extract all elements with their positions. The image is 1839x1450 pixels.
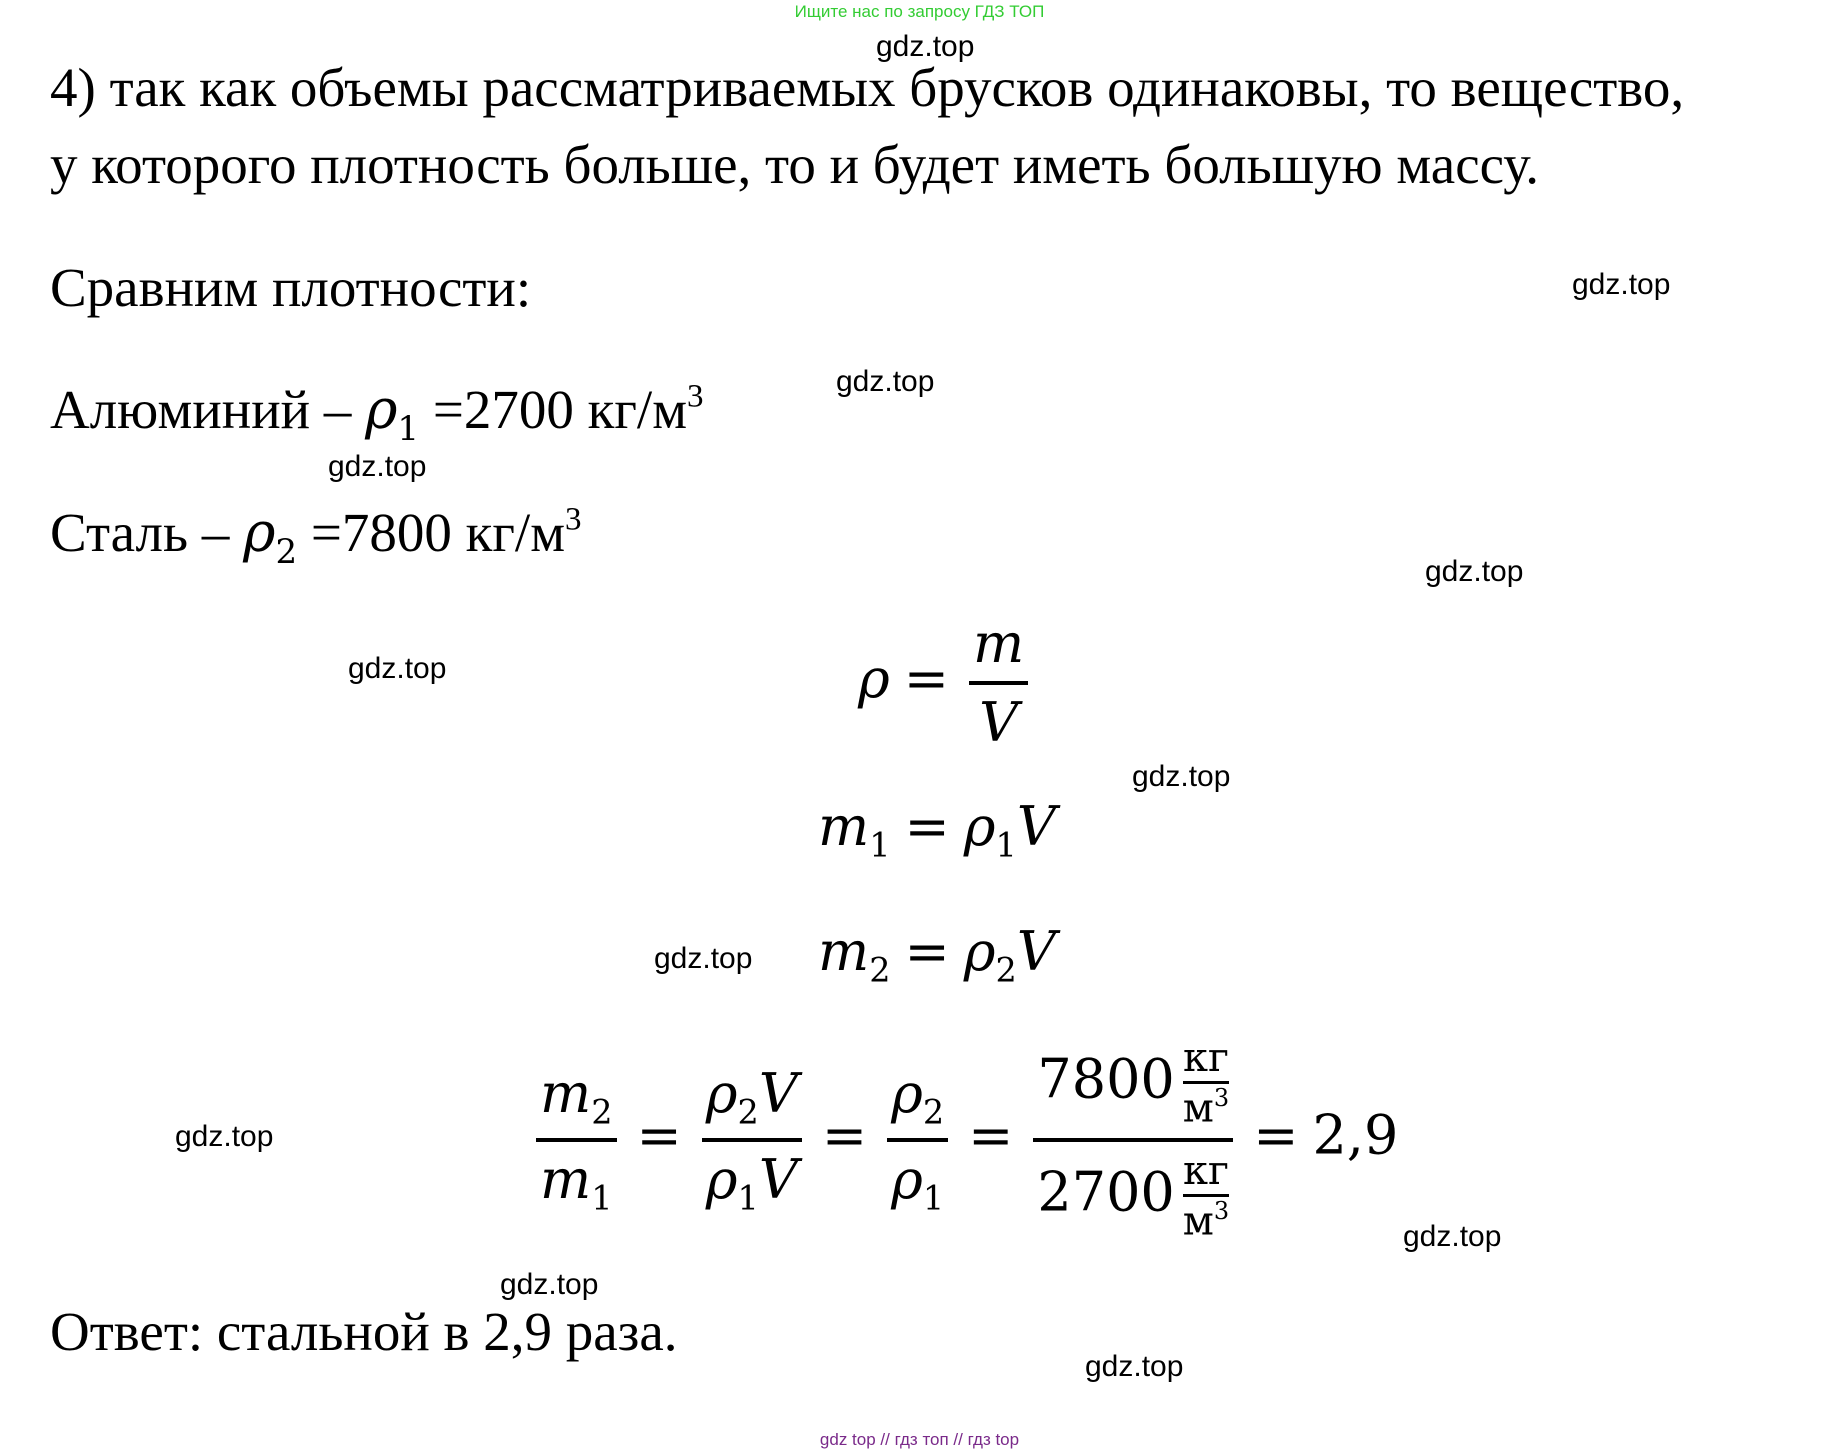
equals: = xyxy=(821,1103,868,1167)
index: 1 xyxy=(995,825,1017,865)
rho-symbol: ρ xyxy=(243,500,276,564)
paragraph-line-2: у которого плотность больше, то и будет иметь большую массу. xyxy=(50,134,1540,195)
section-heading: Сравним плотности: xyxy=(50,257,532,318)
unit: кг/м xyxy=(573,379,688,440)
rho-symbol: ρ xyxy=(891,1147,923,1211)
paragraph-line-1: 4) так как объемы рассматриваемых брусков одинаковы, то вещество, xyxy=(50,57,1685,118)
watermark: gdz.top xyxy=(1572,268,1671,301)
rho-symbol: ρ xyxy=(365,377,398,441)
equals: = xyxy=(636,1103,682,1167)
rho-symbol: ρ xyxy=(858,647,890,710)
watermark: gdz.top xyxy=(328,450,427,483)
volume-symbol: V xyxy=(1016,795,1056,858)
unit-kg: кг xyxy=(1183,1147,1229,1194)
watermark: gdz.top xyxy=(1132,760,1231,793)
watermark: gdz.top xyxy=(1425,555,1524,588)
fraction-rho-volume xyxy=(702,1062,802,1217)
aluminium-value: 2700 xyxy=(463,379,574,440)
equals: = xyxy=(419,379,464,440)
aluminium-value: 2700 xyxy=(1037,1159,1175,1223)
index: 1 xyxy=(737,1178,759,1218)
index: 2 xyxy=(275,531,298,572)
watermark: gdz.top xyxy=(654,942,753,975)
fraction-values xyxy=(1033,1035,1233,1244)
unit-m: м xyxy=(1182,1198,1214,1245)
rho-symbol: ρ xyxy=(963,920,996,983)
watermark: gdz.top xyxy=(876,30,975,63)
index: 1 xyxy=(591,1178,613,1218)
numerator: m xyxy=(973,612,1025,675)
volume-symbol: V xyxy=(1016,920,1056,983)
steel-density xyxy=(50,500,582,572)
footer-links[interactable]: gdz top // гдз топ // гдз top xyxy=(819,1430,1020,1449)
equals: = xyxy=(904,920,950,983)
steel-value: 7800 xyxy=(341,502,452,563)
equals: = xyxy=(904,795,950,858)
answer: Ответ: стальной в 2,9 раза. xyxy=(50,1301,678,1362)
watermark: gdz.top xyxy=(836,365,935,398)
power: 3 xyxy=(687,378,704,415)
mass-symbol: m xyxy=(818,795,870,858)
steel-label: Сталь – xyxy=(50,502,244,563)
rho-symbol: ρ xyxy=(705,1147,738,1211)
equals: = xyxy=(1253,1103,1299,1167)
equals: = xyxy=(968,1103,1014,1167)
index: 2 xyxy=(869,950,891,990)
watermark: gdz.top xyxy=(1085,1350,1184,1383)
mass-symbol: m xyxy=(540,1061,592,1125)
rho-symbol: ρ xyxy=(891,1061,923,1125)
formula-mass-2 xyxy=(818,920,1056,990)
index: 2 xyxy=(737,1092,759,1132)
equals: = xyxy=(903,647,949,710)
fraction-mass xyxy=(536,1062,617,1217)
watermark: gdz.top xyxy=(348,652,447,685)
index: 2 xyxy=(591,1092,613,1132)
watermark: gdz.top xyxy=(500,1268,599,1301)
fraction xyxy=(969,612,1028,754)
watermark: gdz.top xyxy=(1403,1220,1502,1253)
volume-symbol: V xyxy=(758,1147,798,1211)
rho-symbol: ρ xyxy=(705,1061,738,1125)
aluminium-density xyxy=(50,377,704,449)
formula-ratio xyxy=(530,1035,1398,1244)
equals: = xyxy=(297,502,342,563)
watermark: gdz.top xyxy=(175,1120,274,1153)
index: 2 xyxy=(922,1092,945,1132)
steel-value: 7800 xyxy=(1037,1047,1175,1111)
mass-symbol: m xyxy=(540,1147,592,1211)
unit: кг/м xyxy=(451,502,566,563)
unit-kg: кг xyxy=(1183,1035,1229,1081)
result-value: 2,9 xyxy=(1312,1103,1399,1167)
formula-density xyxy=(858,612,1034,754)
denominator: V xyxy=(979,691,1019,754)
unit-fraction xyxy=(1183,1035,1229,1132)
power: 3 xyxy=(1213,1084,1230,1112)
unit-fraction xyxy=(1183,1148,1229,1245)
unit-m: м xyxy=(1182,1085,1214,1132)
index: 1 xyxy=(869,825,891,865)
top-banner[interactable]: Ищите нас по запросу ГДЗ ТОП xyxy=(794,2,1045,21)
power: 3 xyxy=(565,501,582,538)
formula-mass-1 xyxy=(818,795,1056,865)
volume-symbol: V xyxy=(758,1061,798,1125)
index: 2 xyxy=(995,950,1017,990)
index: 1 xyxy=(922,1178,945,1218)
mass-symbol: m xyxy=(818,920,870,983)
power: 3 xyxy=(1213,1196,1230,1225)
fraction-rho xyxy=(887,1062,948,1217)
aluminium-label: Алюминий – xyxy=(50,379,366,440)
index: 1 xyxy=(397,408,420,449)
rho-symbol: ρ xyxy=(963,795,996,858)
